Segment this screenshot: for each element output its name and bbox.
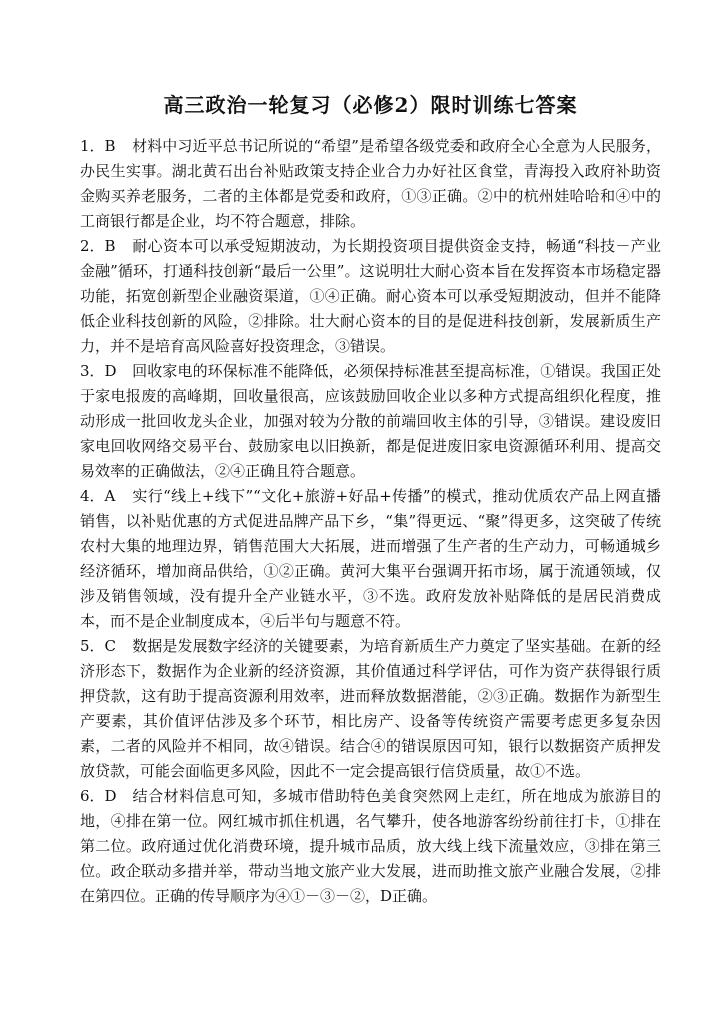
answer-item-4 <box>80 484 661 634</box>
answer-explanation: 数据是发展数字经济的关键要素，为培育新质生产力奠定了坚实基础。在新的经济形态下，数据作为企业新的经济资源，其价值通过科学评估，可作为资产获得银行质押贷款，这有助于提高资源利用效率，进而释放数据潜能，②③正确。数据作为新型生产要素，其价值评估涉及多个环节，相比房产、设备等传统资产需要考虑更多复杂因素，二者的风险并不相同，故④错误。结合④的错误原因可知，银行以数据资产质押发放贷款，可能会面临更多风险，因此不一定会提高银行信贷质量，故①不选。 <box>80 637 661 780</box>
answer-item-2 <box>80 234 661 359</box>
answer-explanation: 耐心资本可以承受短期波动，为长期投资项目提供资金支持，畅通“科技－产业金融”循环，打通科技创新“最后一公里”。这说明壮大耐心资本旨在发挥资本市场稳定器功能，拓宽创新型企业融资渠道，①④正确。耐心资本可以承受短期波动，但并不能降低企业科技创新的风险，②排除。壮大耐心资本的目的是促进科技创新，发展新质生产力，并不是培育高风险喜好投资理念，③错误。 <box>80 237 661 355</box>
answer-explanation: 实行“线上+线下”“文化+旅游+好品+传播”的模式，推动优质农产品上网直播销售，以补贴优惠的方式促进品牌产品下乡，“集”得更远、“聚”得更多，这突破了传统农村大集的地理边界，销售范围大大拓展，进而增强了生产者的生产动力，可畅通城乡经济循环，增加商品供给，①②正确。黄河大集平台强调开拓市场，属于流通领域，仅涉及销售领域，没有提升全产业链水平，③不选。政府发放补贴降低的是居民消费成本，而不是企业制度成本，④后半句与题意不符。 <box>80 487 661 630</box>
answer-item-6 <box>80 784 661 909</box>
answer-number: 5．C <box>80 637 117 655</box>
answer-explanation: 材料中习近平总书记所说的“希望”是希望各级党委和政府全心全意为人民服务，办民生实事。湖北黄石出台补贴政策支持企业合力办好社区食堂，青海投入政府补助资金购买养老服务，二者的主体都是党委和政府，①③正确。②中的杭州娃哈哈和④中的工商银行都是企业，均不符合题意，排除。 <box>80 137 661 230</box>
answer-number: 4．A <box>80 487 116 505</box>
answer-item-3 <box>80 359 661 484</box>
answer-number: 2．B <box>80 237 116 255</box>
answer-number: 6．D <box>80 787 117 805</box>
answer-number: 1．B <box>80 137 116 155</box>
answer-explanation: 回收家电的环保标准不能降低，必须保持标准甚至提高标准，①错误。我国正处于家电报废的高峰期，回收量很高，应该鼓励回收企业以多种方式提高组织化程度，推动形成一批回收龙头企业，加强对较为分散的前端回收主体的引导，③错误。建设废旧家电回收网络交易平台、鼓励家电以旧换新，都是促进废旧家电资源循环利用、提高交易效率的正确做法，②④正确且符合题意。 <box>80 362 661 480</box>
answer-number: 3．D <box>80 362 117 380</box>
answer-item-1 <box>80 134 661 234</box>
page-title: 高三政治一轮复习（必修2）限时训练七答案 <box>163 93 578 117</box>
answer-list <box>80 134 661 909</box>
answer-explanation: 结合材料信息可知，多城市借助特色美食突然网上走红，所在地成为旅游目的地，④排在第一位。网红城市抓住机遇，名气攀升，使各地游客纷纷前往打卡，①排在第二位。政府通过优化消费环境，提升城市品质，放大线上线下流量效应，③排在第三位。政企联动多措并举，带动当地文旅产业大发展，进而助推文旅产业融合发展，②排在第四位。正确的传导顺序为④①－③－②，D正确。 <box>80 787 661 905</box>
answer-item-5 <box>80 634 661 784</box>
